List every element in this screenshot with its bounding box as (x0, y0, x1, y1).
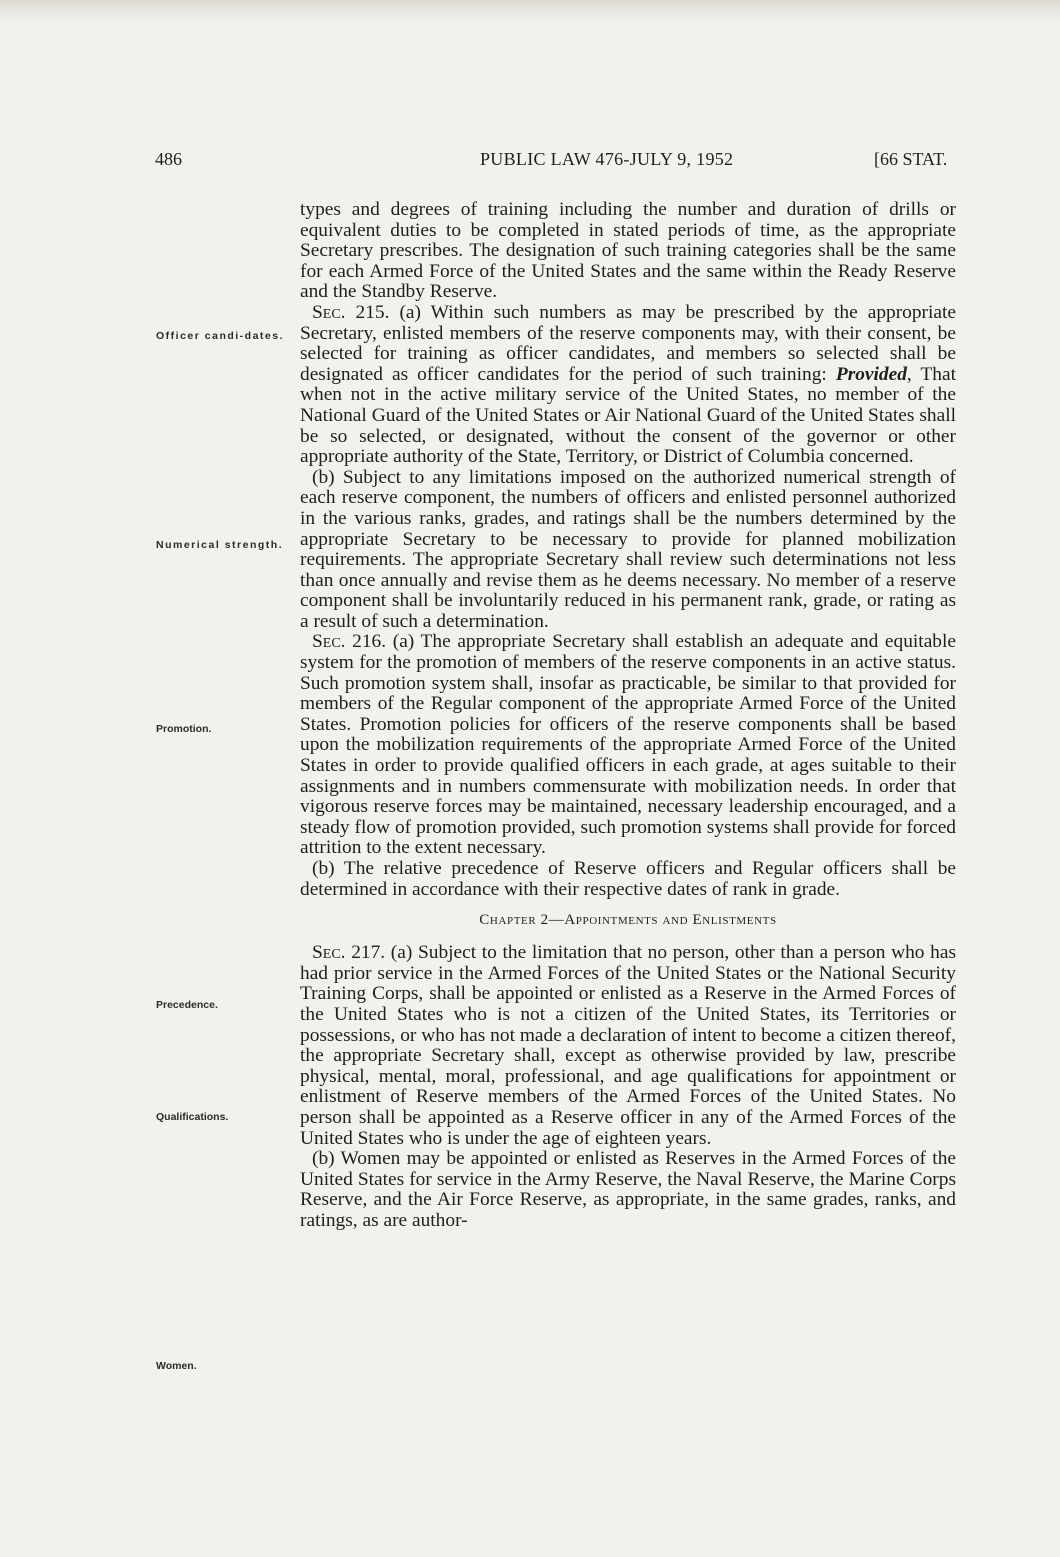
margin-note-women: Women. (156, 1360, 197, 1372)
page-header (0, 148, 1060, 178)
section-217-a-text: 217. (a) Subject to the limitation that no person, other than a person who has had prior service in the Armed Forces of the United States or the National Security Training Corps, shall be appointed or enlisted as a Reserve in the Armed Forces of the United States who is not a citizen of the United States, its Territories or possessions, or who has not made a declaration of intent to become a citizen thereof, the appropriate Secretary shall, except as otherwise provided by law, prescribe physical, mental, moral, professional, and age qualifications for appointment or enlistment of Reserve members of the Armed Forces of the United States. No person shall be appointed as a Reserve officer in any of the Armed Forces of the United States who is under the age of eighteen years. (300, 942, 956, 1149)
section-label: Sec. (312, 631, 346, 653)
margin-note-promotion: Promotion. (156, 723, 212, 735)
margin-note-qualifications: Qualifications. (156, 1111, 229, 1123)
statute-citation: [66 STAT. (874, 149, 948, 169)
provided-term: Provided (835, 363, 907, 385)
section-label: Sec. (312, 942, 346, 964)
section-215-a (300, 303, 956, 468)
body-text (300, 200, 956, 1232)
margin-note-numerical-strength: Numerical strength. (156, 539, 284, 551)
paragraph-continued: types and degrees of training including the number and duration of drills or equivalent duties to be completed in stated periods of time, as the appropriate Secretary prescribes. The designation of such training categories shall be the same for each Armed Force of the United States and the same within the Ready Reserve and the Standby Reserve. (300, 199, 956, 303)
margin-note-officer-candidates: Officer candi-dates. (156, 330, 285, 342)
chapter-heading: Chapter 2—Appointments and Enlistments (479, 912, 777, 929)
page-number: 486 (155, 149, 182, 169)
section-216-a (300, 632, 956, 859)
section-215-b: (b) Subject to any limitations imposed on the authorized numerical strength of each reserve component, the numbers of officers and enlisted personnel authorized in the various ranks, grades, and ratings shall be the numbers determined by the appropriate Secretary to be necessary to provide for planned mobilization requirements. The appropriate Secretary shall review such determinations not less than once annually and revise them as he deems necessary. No member of a reserve component shall be involuntarily reduced in his permanent rank, grade, or rating as a result of such a determination. (300, 466, 956, 632)
scan-edge (0, 0, 1060, 22)
margin-note-precedence: Precedence. (156, 999, 218, 1011)
header-title: PUBLIC LAW 476-JULY 9, 1952 (480, 149, 734, 169)
section-217-a (300, 943, 956, 1149)
section-label: Sec. (312, 301, 346, 323)
section-216-a-text: 216. (a) The appropriate Secretary shall establish an adequate and equitable system for the promotion of members of the reserve components in an active status. Such promotion system shall, insofar as practicable, be similar to that provided for members of the Regular component of the appropriate Armed Force of the United States. Promotion policies for officers of the reserve components shall be based upon the mobilization requirements of the appropriate Armed Force of the United States in order to provide qualified officers in each grade, at ages suitable to their assignments and in numbers commensurate with mobilization needs. In order that vigorous reserve forces may be maintained, necessary leadership encouraged, and a steady flow of promotion provided, such promotion systems shall provide for forced attrition to the extent necessary. (300, 631, 956, 859)
section-217-b: (b) Women may be appointed or enlisted as Reserves in the Armed Forces of the United States for service in the Army Reserve, the Naval Reserve, the Marine Corps Reserve, and the Air Force Reserve, as appropriate, in the same grades, ranks, and ratings, as are author- (300, 1148, 956, 1231)
section-215-a-proviso: , That when not in the active military service of the United States, no member of the National Guard of the United States or Air National Guard of the United States shall be so selected, or designated, without the consent of the governor or other appropriate authority of the State, Territory, or District of Columbia concerned. (300, 363, 956, 468)
section-215-a-text: 215. (a) Within such numbers as may be prescribed by the appropriate Secretary, enlisted members of the reserve components may, with their consent, be selected for training as officer candidates, and members so selected shall be designated as officer candidates for the period of such training: (300, 301, 956, 385)
section-216-b: (b) The relative precedence of Reserve officers and Regular officers shall be determined in accordance with their respective dates of rank in grade. (300, 858, 956, 900)
